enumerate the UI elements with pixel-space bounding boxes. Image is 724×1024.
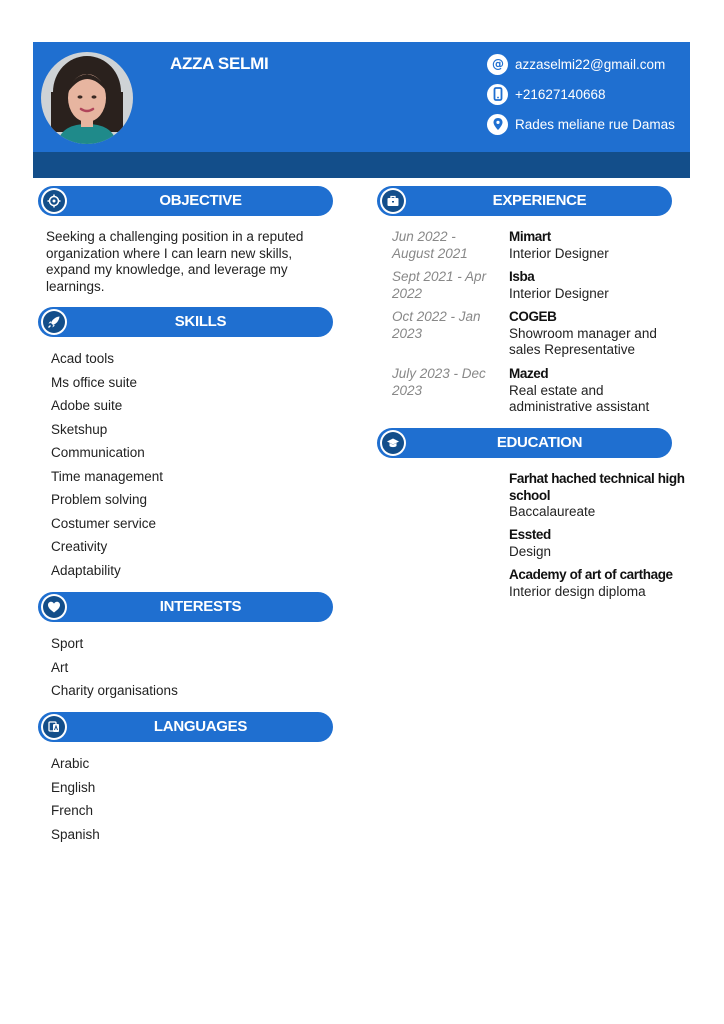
experience-dates: Jun 2022 - August 2021: [392, 229, 468, 261]
address-row: [487, 113, 675, 135]
experience-company: Isba: [509, 269, 535, 284]
experience-role: Interior Designer: [509, 285, 609, 301]
email-row: [487, 53, 665, 75]
skill-item: Problem solving: [51, 492, 148, 507]
objective-text: Seeking a challenging position in a reputed organization where I can learn new skills, expand my knowledge, and leverage my learnings.: [46, 229, 304, 294]
education-entry: [509, 567, 714, 600]
skill-item: Adobe suite: [51, 398, 123, 413]
phone-row: [487, 83, 605, 105]
address-text: Rades meliane rue Damas: [515, 116, 675, 132]
experience-role: Interior Designer: [509, 245, 609, 261]
languages-list: [51, 752, 100, 846]
skill-item: Communication: [51, 445, 145, 460]
interest-item: Charity organisations: [51, 683, 178, 698]
skills-heading: [38, 307, 333, 337]
skill-item: Creativity: [51, 539, 108, 554]
education-school: Farhat hached technical high school: [509, 471, 685, 503]
education-entry: [509, 527, 709, 560]
language-item: French: [51, 803, 94, 818]
experience-company: Mazed: [509, 366, 549, 381]
header-band: [33, 152, 690, 178]
at-icon: [487, 54, 508, 75]
education-heading: [377, 428, 672, 458]
language-item: Spanish: [51, 826, 100, 842]
skill-item: Costumer service: [51, 515, 157, 531]
interests-list: [51, 632, 178, 703]
email-text[interactable]: azzaselmi22@gmail.com: [515, 56, 666, 72]
phone-icon: [487, 84, 508, 105]
experience-company: Mimart: [509, 229, 551, 244]
experience-role: Real estate and administrative assistant: [509, 382, 650, 414]
languages-title: LANGUAGES: [153, 718, 248, 735]
experience-heading: [377, 186, 672, 216]
education-school: Essted: [509, 527, 551, 542]
objective-heading: [38, 186, 333, 216]
education-school: Academy of art of carthage: [509, 567, 673, 582]
interest-item: Sport: [51, 636, 84, 651]
skills-list: [51, 347, 163, 582]
interests-title: INTERESTS: [159, 598, 242, 615]
experience-dates: Oct 2022 - Jan 2023: [392, 309, 481, 341]
language-item: English: [51, 779, 96, 795]
svg-text:@: @: [491, 57, 504, 71]
profile-photo: [41, 52, 133, 144]
location-pin-icon: [487, 114, 508, 135]
education-degree: Baccalaureate: [509, 504, 596, 519]
skill-item: Time management: [51, 468, 164, 484]
education-degree: Interior design diploma: [509, 583, 646, 599]
interest-item: Art: [51, 659, 69, 675]
skill-item: Sketshup: [51, 421, 108, 437]
experience-dates: Sept 2021 - Apr 2022: [392, 269, 487, 301]
education-entry: [509, 471, 709, 521]
skill-item: Ms office suite: [51, 374, 138, 390]
experience-company: COGEB: [509, 309, 557, 324]
skills-title: SKILLS: [174, 313, 227, 330]
candidate-name: AZZA SELMI: [170, 54, 269, 73]
experience-title: EXPERIENCE: [492, 192, 587, 209]
interests-heading: [38, 592, 333, 622]
skill-item: Adaptability: [51, 562, 121, 578]
education-title: EDUCATION: [496, 434, 583, 451]
objective-title: OBJECTIVE: [159, 192, 242, 209]
experience-dates: July 2023 - Dec 2023: [392, 366, 486, 398]
skill-item: Acad tools: [51, 351, 115, 366]
experience-role: Showroom manager and sales Representative: [509, 325, 657, 357]
language-item: Arabic: [51, 756, 90, 771]
languages-heading: [38, 712, 333, 742]
education-degree: Design: [509, 543, 552, 559]
phone-text[interactable]: +21627140668: [515, 86, 606, 102]
